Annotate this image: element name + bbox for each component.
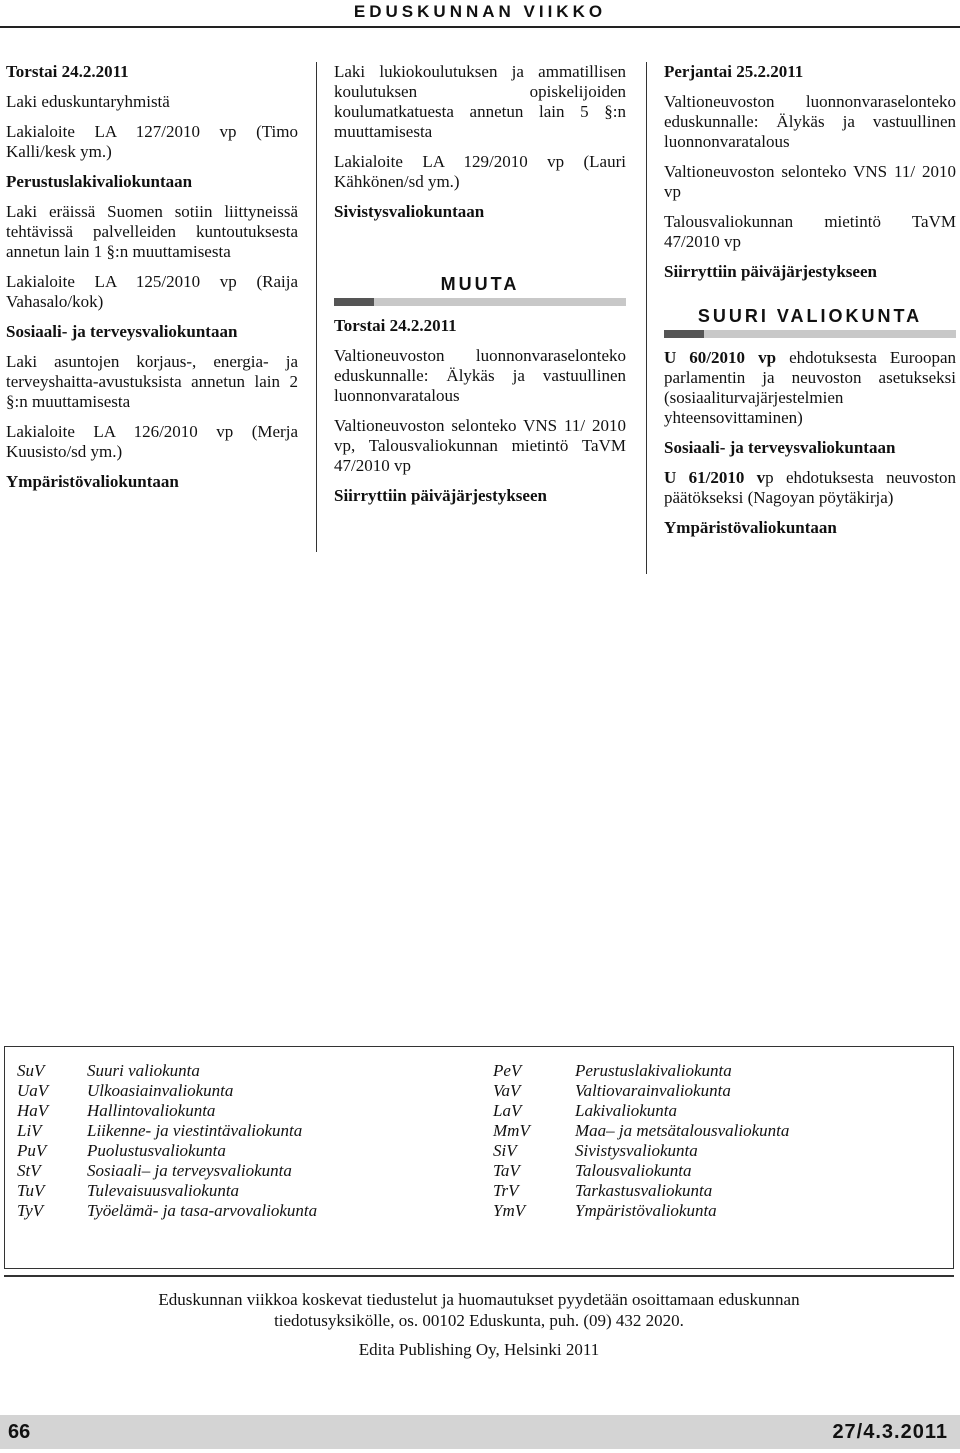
abbr-name: Ympäristövaliokunta (575, 1201, 717, 1220)
abbr-code: MmV (493, 1121, 530, 1140)
abbreviation-row (17, 1101, 317, 1121)
abbr-name: Puolustusvaliokunta (87, 1141, 226, 1160)
abbr-code: TyV (17, 1201, 44, 1220)
abbr-name: Tarkastusvaliokunta (575, 1181, 713, 1200)
abbr-code: LaV (493, 1101, 522, 1120)
item-action: Siirryttiin päiväjärjestykseen (334, 486, 547, 505)
abbr-code: TaV (493, 1161, 520, 1180)
abbr-name: Ulkoasiainvaliokunta (87, 1081, 234, 1100)
abbr-name: Liikenne- ja viestintävaliokunta (87, 1121, 303, 1140)
abbreviation-row (493, 1181, 789, 1201)
issue-number: 27/4.3.2011 (832, 1421, 948, 1443)
abbr-code: HaV (17, 1101, 49, 1120)
abbreviation-row (17, 1201, 317, 1221)
item-initiative: Lakialoite LA 127/2010 vp (Timo Kalli/kesk ym.) (6, 122, 298, 161)
item-detail: Valtioneuvoston selonteko VNS 11/ 2010 vp, Talousvaliokunnan mietintö TaVM 47/2010 vp (334, 416, 626, 475)
eu-item-code: U 61/2010 v (664, 468, 766, 487)
eu-item-code: U 60/2010 vp (664, 348, 777, 367)
item-committee: Sivistysvaliokuntaan (334, 202, 485, 221)
footer-line: Eduskunnan viikkoa koskevat tiedustelut ja huomautukset pyydetään osoittamaan eduskunnan (158, 1290, 800, 1309)
abbr-name: Sosiaali– ja terveysvaliokunta (87, 1161, 292, 1180)
section-rule (334, 298, 626, 306)
publication-title: EDUSKUNNAN VIIKKO (353, 2, 607, 21)
item-detail: Valtioneuvoston selonteko VNS 11/ 2010 vp (664, 162, 956, 201)
column-divider (316, 62, 317, 552)
abbr-name: Työelämä- ja tasa-arvovaliokunta (87, 1201, 318, 1220)
footer-line: tiedotusyksikölle, os. 00102 Eduskunta, puh. (09) 432 2020. (274, 1311, 684, 1330)
abbreviation-row (493, 1121, 789, 1141)
item-title: Valtioneuvoston luonnonvaraselonteko eduskunnalle: Älykäs ja vastuullinen luonnonvaratalous (334, 346, 626, 405)
abbr-name: Suuri valiokunta (87, 1061, 200, 1080)
item-committee: Ympäristövaliokuntaan (6, 472, 179, 491)
abbr-code: SiV (493, 1141, 517, 1160)
item-initiative: Lakialoite LA 125/2010 vp (Raija Vahasalo/kok) (6, 272, 298, 311)
item-committee: Sosiaali- ja terveysvaliokuntaan (664, 438, 896, 457)
abbr-code: TrV (493, 1181, 519, 1200)
column-divider (646, 62, 647, 574)
abbr-name: Maa– ja metsätalousvaliokunta (575, 1121, 790, 1140)
item-committee: Ympäristövaliokuntaan (664, 518, 837, 537)
abbreviation-row (17, 1081, 317, 1101)
column-2 (334, 62, 626, 516)
eu-item-text: ehdotuksesta Euroopan parlamentin ja neuvoston asetukseksi (sosiaaliturvajärjestelmien yhteensovittaminen) (664, 348, 956, 427)
abbr-code: TuV (17, 1181, 45, 1200)
session-date: Perjantai 25.2.2011 (664, 62, 804, 81)
item-report: Talousvaliokunnan mietintö TaVM 47/2010 vp (664, 212, 956, 251)
item-committee: Perustuslakivaliokuntaan (6, 172, 193, 191)
abbreviation-row (493, 1061, 789, 1081)
abbreviation-list-right (493, 1061, 789, 1221)
section-heading: MUUTA (440, 274, 520, 294)
abbr-code: VaV (493, 1081, 521, 1100)
abbreviation-list-left (17, 1061, 317, 1221)
item-title: Laki eräissä Suomen sotiin liittyneissä tehtävissä palvelleiden kuntoutuksesta annetun lain 1 §:n muuttamisesta (6, 202, 298, 261)
column-1 (6, 62, 298, 502)
item-committee: Sosiaali- ja terveysvaliokuntaan (6, 322, 238, 341)
session-date: Torstai 24.2.2011 (6, 62, 129, 81)
abbr-code: StV (17, 1161, 41, 1180)
abbr-name: Lakivaliokunta (575, 1101, 677, 1120)
abbr-name: Talousvaliokunta (575, 1161, 692, 1180)
abbr-code: UaV (17, 1081, 49, 1100)
abbreviation-row (493, 1201, 789, 1221)
page-number: 66 (8, 1421, 31, 1443)
publisher-line: Edita Publishing Oy, Helsinki 2011 (358, 1340, 600, 1359)
abbreviation-row (17, 1161, 317, 1181)
abbreviation-row (493, 1161, 789, 1181)
abbr-code: PeV (493, 1061, 522, 1080)
section-rule (664, 330, 956, 338)
abbreviation-row (17, 1181, 317, 1201)
item-title: Valtioneuvoston luonnonvaraselonteko eduskunnalle: Älykäs ja vastuullinen luonnonvaratalous (664, 92, 956, 151)
abbreviation-row (17, 1141, 317, 1161)
abbreviation-row (17, 1121, 317, 1141)
abbr-code: YmV (493, 1201, 526, 1220)
abbreviation-row (17, 1061, 317, 1081)
abbreviation-row (493, 1141, 789, 1161)
page-footer-bar (0, 1415, 960, 1449)
abbr-name: Hallintovaliokunta (87, 1101, 216, 1120)
item-title: Laki eduskuntaryhmistä (6, 92, 170, 111)
item-title: Laki asuntojen korjaus-, energia- ja terveyshaitta-avustuksista annetun lain 2 §:n muuttamisesta (6, 352, 298, 411)
footer-notice (4, 1275, 954, 1379)
abbr-name: Tulevaisuusvaliokunta (87, 1181, 240, 1200)
abbr-name: Valtiovarainvaliokunta (575, 1081, 731, 1100)
session-date: Torstai 24.2.2011 (334, 316, 457, 335)
abbr-code: LiV (17, 1121, 42, 1140)
item-initiative: Lakialoite LA 129/2010 vp (Lauri Kähkönen/sd ym.) (334, 152, 626, 191)
eu-item-text: p ehdotuksesta neuvoston päätökseksi (Nagoyan pöytäkirja) (664, 468, 957, 507)
item-action: Siirryttiin päiväjärjestykseen (664, 262, 877, 281)
eu-item (664, 348, 956, 428)
header-bar (0, 0, 960, 28)
abbr-name: Sivistysvaliokunta (575, 1141, 698, 1160)
eu-item (664, 468, 956, 508)
column-3 (664, 62, 956, 548)
abbr-code: PuV (17, 1141, 47, 1160)
item-initiative: Lakialoite LA 126/2010 vp (Merja Kuusisto/sd ym.) (6, 422, 298, 461)
abbreviation-legend (4, 1046, 954, 1269)
section-heading: SUURI VALIOKUNTA (697, 306, 923, 326)
abbreviation-row (493, 1081, 789, 1101)
abbreviation-row (493, 1101, 789, 1121)
item-title: Laki lukiokoulutuksen ja ammatillisen koulutuksen opiskelijoiden koulumatkatuesta annetun lain 5 §:n muuttamisesta (334, 62, 626, 141)
abbr-code: SuV (17, 1061, 45, 1080)
abbr-name: Perustuslakivaliokunta (575, 1061, 732, 1080)
